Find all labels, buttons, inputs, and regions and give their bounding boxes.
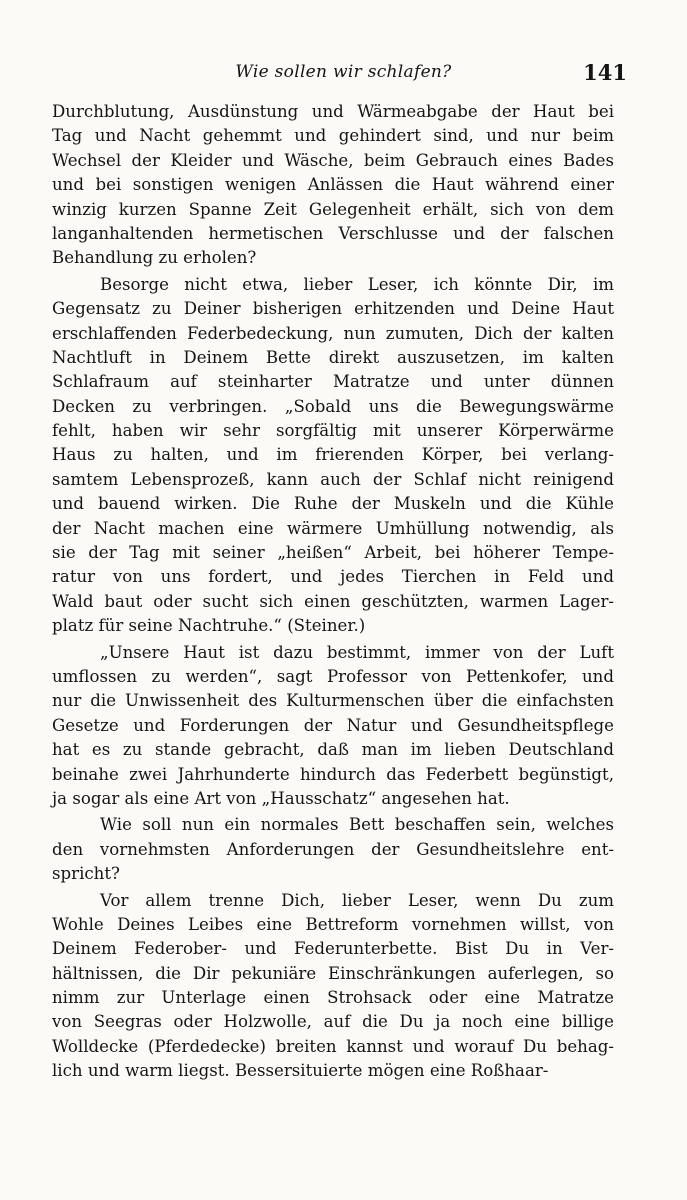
text-line: Durchblutung, Ausdünstung und Wärmeabgabe der Haut bei (52, 102, 614, 121)
paragraph (52, 100, 614, 271)
text-line: Decken zu verbringen. „Sobald uns die Bewegungswärme (52, 396, 614, 416)
running-title: Wie sollen wir schlafen? (235, 62, 452, 82)
text-line: der Nacht machen eine wärmere Umhüllung notwendig, als (52, 518, 614, 538)
text-line: nimm zur Unterlage einen Strohsack oder eine Matratze (52, 988, 614, 1008)
text-line: samtem Lebensprozeß, kann auch der Schlaf nicht reinigend (52, 469, 614, 489)
text-line: hat es zu stande gebracht, daß man im lieben Deutschland (52, 740, 614, 760)
text-line: Wohle Deines Leibes eine Bettreform vornehmen willst, von (52, 914, 614, 934)
paragraph (52, 813, 614, 886)
text-line: fehlt, haben wir sehr sorgfältig mit unserer Körperwärme (52, 421, 614, 441)
text-line: „Unsere Haut ist dazu bestimmt, immer von der Luft (100, 642, 614, 662)
text-line: hältnissen, die Dir pekuniäre Einschränkungen auferlegen, so (52, 963, 614, 983)
text-line: Behandlung zu erholen? (52, 248, 257, 268)
text-line: Wechsel der Kleider und Wäsche, beim Gebrauch eines Bades (52, 150, 614, 170)
paragraph (52, 273, 614, 639)
text-line: Wald baut oder sucht sich einen geschützten, warmen Lager- (52, 591, 614, 611)
text-line: Schlafraum auf steinharter Matratze und unter dünnen (52, 372, 614, 392)
text-line: Deinem Federober- und Federunterbette. Bist Du in Ver- (52, 939, 614, 959)
text-line: platz für seine Nachtruhe.“ (Steiner.) (52, 616, 366, 636)
running-head (0, 62, 687, 88)
text-line: und bei sonstigen wenigen Anlässen die Haut während einer (52, 175, 614, 195)
text-line: beinahe zwei Jahrhunderte hindurch das Federbett begünstigt, (52, 764, 614, 784)
page-number: 141 (583, 60, 627, 85)
text-line: spricht? (52, 864, 120, 884)
paragraph (52, 889, 614, 1084)
text-line: und bauend wirken. Die Ruhe der Muskeln und die Kühle (52, 494, 614, 514)
text-line: Haus zu halten, und im frierenden Körper, bei verlang- (52, 445, 614, 465)
text-line: Gesetze und Forderungen der Natur und Gesundheitspflege (52, 715, 614, 735)
text-line: erschlaffenden Federbedeckung, nun zumuten, Dich der kalten (52, 323, 614, 343)
text-line: Nachtluft in Deinem Bette direkt auszusetzen, im kalten (52, 347, 614, 367)
text-line: sie der Tag mit seiner „heißen“ Arbeit, bei höherer Tempe- (52, 543, 614, 563)
text-line: Vor allem trenne Dich, lieber Leser, wenn Du zum (100, 890, 614, 910)
text-line: ja sogar als eine Art von „Hausschatz“ angesehen hat. (52, 788, 510, 808)
text-line: Wie soll nun ein normales Bett beschaffen sein, welches (100, 815, 614, 835)
text-line: umflossen zu werden“, sagt Professor von Pettenkofer, und (52, 666, 614, 686)
text-line: nur die Unwissenheit des Kulturmenschen über die einfachsten (52, 691, 614, 711)
text-line: Gegensatz zu Deiner bisherigen erhitzenden und Deine Haut (52, 299, 614, 319)
text-line: lich und warm liegst. Bessersituierte mögen eine Roßhaar- (52, 1061, 549, 1081)
text-line: Tag und Nacht gehemmt und gehindert sind, und nur beim (52, 126, 614, 146)
text-line: winzig kurzen Spanne Zeit Gelegenheit erhält, sich von dem (52, 199, 614, 219)
paragraph (52, 641, 614, 812)
text-line: ratur von uns fordert, und jedes Tierchen in Feld und (52, 567, 614, 587)
text-line: Besorge nicht etwa, lieber Leser, ich könnte Dir, im (100, 274, 614, 294)
text-line: von Seegras oder Holzwolle, auf die Du ja noch eine billige (52, 1012, 614, 1032)
text-line: langanhaltenden hermetischen Verschlusse und der falschen (52, 223, 614, 243)
text-line: den vornehmsten Anforderungen der Gesundheitslehre ent- (52, 839, 614, 859)
text-line: Wolldecke (Pferdedecke) breiten kannst und worauf Du behag- (52, 1036, 614, 1056)
body-text (52, 100, 614, 1084)
